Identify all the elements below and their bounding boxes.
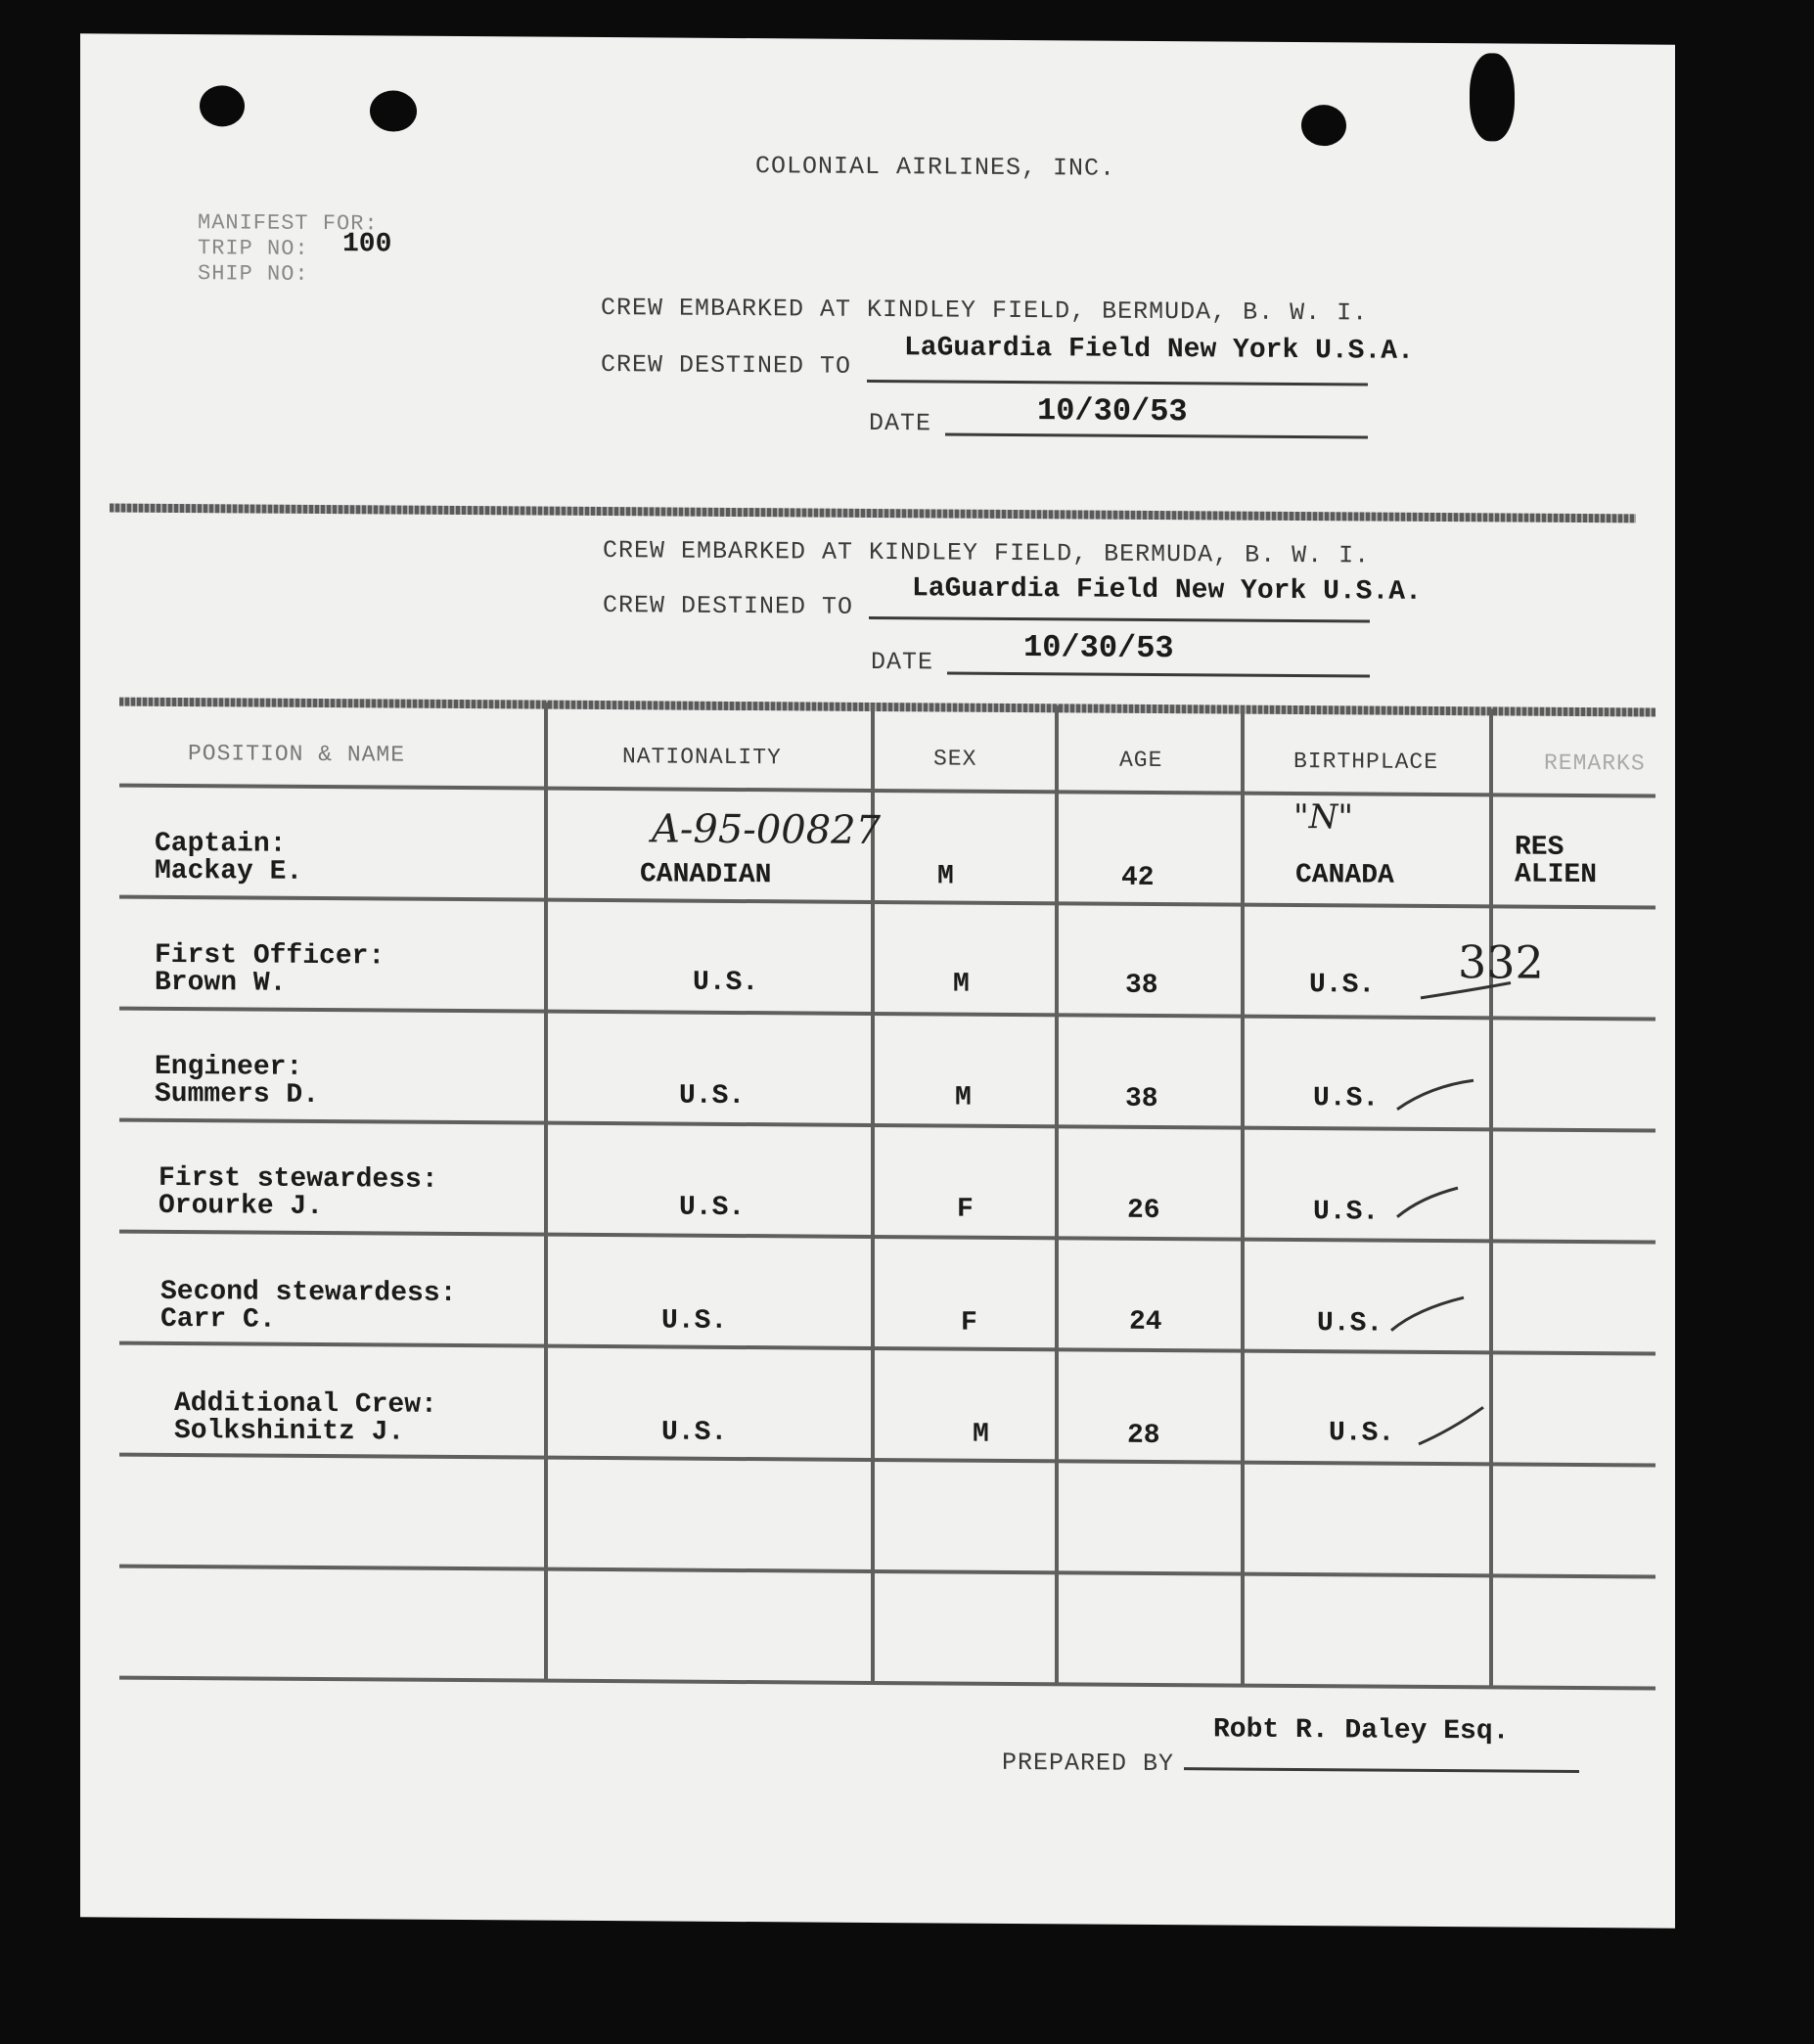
row3-position: Engineer: bbox=[155, 1051, 303, 1083]
embarked-line-2: CREW EMBARKED AT KINDLEY FIELD, BERMUDA, B. W. I. bbox=[603, 536, 1371, 570]
row1-name: Mackay E. bbox=[155, 855, 303, 887]
check-marks bbox=[80, 33, 1675, 1928]
row3-age: 38 bbox=[1125, 1083, 1158, 1115]
trip-number: 100 bbox=[342, 229, 392, 260]
row3-sex: M bbox=[955, 1082, 972, 1113]
row4-age: 26 bbox=[1127, 1195, 1160, 1227]
date-value-2: 10/30/53 bbox=[1023, 629, 1174, 667]
header-position-name: POSITION & NAME bbox=[188, 741, 406, 768]
row5-sex: F bbox=[961, 1307, 977, 1339]
handwritten-stamp-number: 332 bbox=[1458, 935, 1544, 989]
prepared-by-name: Robt R. Daley Esq. bbox=[1213, 1714, 1510, 1748]
row3-name: Summers D. bbox=[155, 1078, 320, 1112]
row2-nationality: U.S. bbox=[693, 967, 759, 999]
header-sex: SEX bbox=[933, 746, 977, 772]
row5-age: 24 bbox=[1129, 1306, 1162, 1339]
destination-1: LaGuardia Field New York U.S.A. bbox=[904, 333, 1414, 367]
row5-position: Second stewardess: bbox=[160, 1276, 457, 1309]
date-value-1: 10/30/53 bbox=[1037, 392, 1188, 431]
check-mark bbox=[1421, 982, 1511, 999]
check-mark bbox=[1391, 1297, 1464, 1332]
row1-sex: M bbox=[937, 861, 954, 892]
destined-label-1: CREW DESTINED TO bbox=[601, 350, 852, 381]
row2-age: 38 bbox=[1125, 970, 1158, 1002]
row6-nationality: U.S. bbox=[661, 1417, 728, 1448]
row5-nationality: U.S. bbox=[661, 1305, 728, 1337]
destination-2: LaGuardia Field New York U.S.A. bbox=[912, 573, 1422, 608]
destined-label-2: CREW DESTINED TO bbox=[603, 591, 854, 621]
row3-birthplace: U.S. bbox=[1313, 1083, 1380, 1114]
prepared-by-label: PREPARED BY bbox=[1002, 1748, 1175, 1779]
row4-nationality: U.S. bbox=[679, 1192, 746, 1224]
trip-no-label: TRIP NO: bbox=[198, 236, 309, 261]
row6-birthplace: U.S. bbox=[1329, 1418, 1395, 1449]
row6-name: Solkshinitz J. bbox=[174, 1415, 405, 1448]
row4-name: Orourke J. bbox=[159, 1190, 324, 1223]
row2-sex: M bbox=[953, 969, 970, 1000]
check-mark bbox=[1397, 1080, 1474, 1111]
row1-birthplace: CANADA bbox=[1295, 859, 1394, 891]
header-nationality: NATIONALITY bbox=[622, 744, 782, 771]
row1-nationality: CANADIAN bbox=[640, 859, 772, 891]
row2-birthplace: U.S. bbox=[1309, 970, 1376, 1001]
manifest-for-label: MANIFEST FOR: bbox=[198, 210, 379, 237]
check-mark bbox=[1397, 1188, 1458, 1217]
row1-remarks-2: ALIEN bbox=[1515, 859, 1598, 891]
header-birthplace: BIRTHPLACE bbox=[1293, 748, 1439, 776]
row1-remarks-1: RES bbox=[1515, 832, 1565, 863]
row5-birthplace: U.S. bbox=[1317, 1308, 1383, 1340]
header-age: AGE bbox=[1119, 747, 1163, 774]
row2-position: First Officer: bbox=[155, 939, 385, 973]
row6-sex: M bbox=[973, 1419, 989, 1450]
handwritten-birthplace-note: "N" bbox=[1293, 796, 1354, 838]
manifest-page bbox=[80, 33, 1675, 1928]
handwritten-alien-number: A-95-00827 bbox=[652, 806, 882, 854]
embarked-line-1: CREW EMBARKED AT KINDLEY FIELD, BERMUDA, B. W. I. bbox=[601, 294, 1369, 328]
header-remarks: REMARKS bbox=[1544, 749, 1646, 777]
date-label-1: DATE bbox=[869, 408, 932, 438]
row4-sex: F bbox=[957, 1194, 974, 1225]
row2-name: Brown W. bbox=[155, 967, 287, 999]
row1-age: 42 bbox=[1121, 862, 1155, 893]
row4-position: First stewardess: bbox=[159, 1162, 438, 1196]
company-name: COLONIAL AIRLINES, INC. bbox=[755, 152, 1116, 183]
date-label-2: DATE bbox=[871, 647, 934, 677]
ship-no-label: SHIP NO: bbox=[198, 261, 309, 287]
row3-nationality: U.S. bbox=[679, 1080, 746, 1113]
check-mark bbox=[1419, 1407, 1483, 1444]
row4-birthplace: U.S. bbox=[1313, 1197, 1380, 1228]
row5-name: Carr C. bbox=[160, 1303, 276, 1336]
row6-position: Additional Crew: bbox=[174, 1387, 437, 1421]
row1-position: Captain: bbox=[155, 828, 287, 860]
row6-age: 28 bbox=[1127, 1420, 1160, 1452]
